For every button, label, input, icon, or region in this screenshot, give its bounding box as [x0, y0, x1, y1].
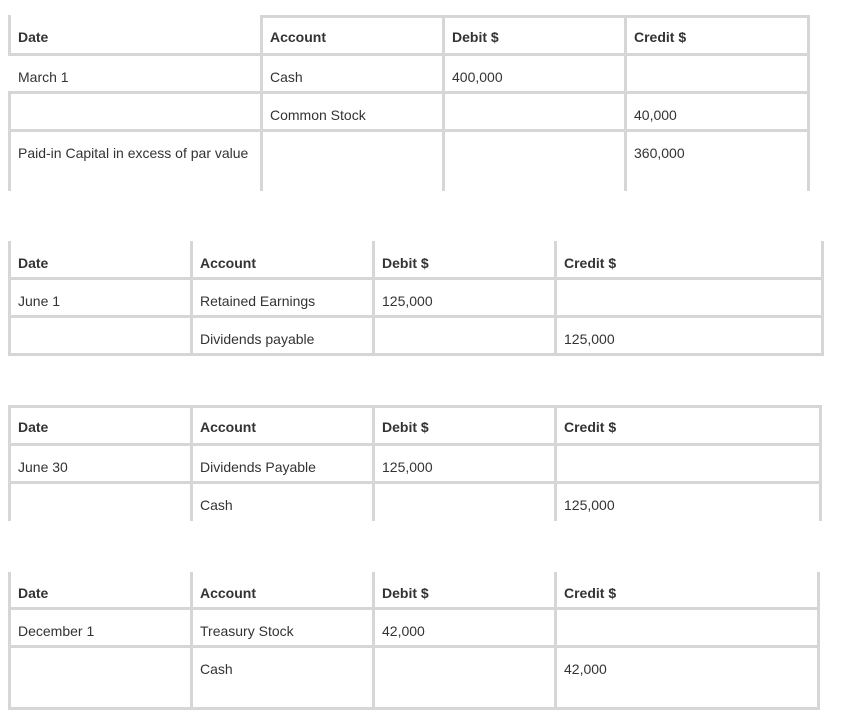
cell-debit: 125,000 — [382, 293, 433, 309]
cell-account: Cash — [270, 69, 303, 85]
header-date: Date — [18, 419, 49, 435]
cell-account: Treasury Stock — [200, 623, 294, 639]
cell-account: Cash — [200, 661, 233, 677]
header-date: Date — [18, 29, 49, 45]
header-date: Date — [18, 255, 49, 271]
header-account: Account — [200, 255, 256, 271]
cell-account: Cash — [200, 497, 233, 513]
cell-date: Paid-in Capital in excess of par value — [18, 145, 249, 161]
cell-credit: 40,000 — [634, 107, 677, 123]
header-account: Account — [200, 419, 256, 435]
cell-account: Retained Earnings — [200, 293, 316, 309]
header-credit: Credit $ — [634, 29, 687, 45]
cell-debit: 42,000 — [382, 623, 425, 639]
cell-debit: 400,000 — [452, 69, 503, 85]
header-credit: Credit $ — [564, 419, 617, 435]
cell-account: Dividends Payable — [200, 459, 316, 475]
cell-debit: 125,000 — [382, 459, 433, 475]
header-debit: Debit $ — [382, 255, 429, 271]
header-date: Date — [18, 585, 49, 601]
header-debit: Debit $ — [382, 419, 429, 435]
cell-account: Dividends payable — [200, 331, 315, 347]
cell-date: December 1 — [18, 623, 95, 639]
cell-account: Common Stock — [270, 107, 366, 123]
header-credit: Credit $ — [564, 585, 617, 601]
header-account: Account — [270, 29, 326, 45]
header-debit: Debit $ — [452, 29, 499, 45]
header-debit: Debit $ — [382, 585, 429, 601]
cell-credit: 125,000 — [564, 331, 615, 347]
header-account: Account — [200, 585, 256, 601]
header-credit: Credit $ — [564, 255, 617, 271]
cell-date: June 30 — [18, 459, 68, 475]
cell-credit: 42,000 — [564, 661, 607, 677]
cell-credit: 125,000 — [564, 497, 615, 513]
cell-date: June 1 — [18, 293, 61, 309]
cell-date: March 1 — [18, 69, 69, 85]
cell-credit: 360,000 — [634, 145, 685, 161]
